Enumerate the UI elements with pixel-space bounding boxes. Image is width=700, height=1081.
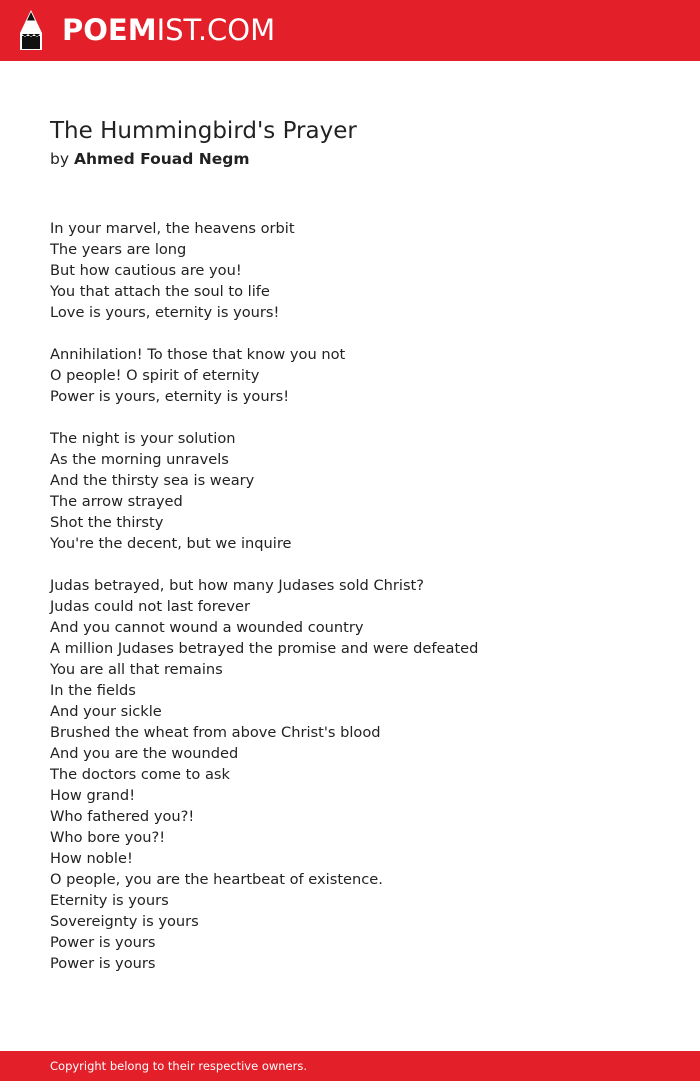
poem-line: The arrow strayed xyxy=(50,493,183,510)
by-label: by xyxy=(50,150,70,168)
poem-line: Eternity is yours xyxy=(50,892,169,909)
poem-line: But how cautious are you! xyxy=(50,262,242,279)
poem-line: And you cannot wound a wounded country xyxy=(50,619,364,636)
poem-line: Love is yours, eternity is yours! xyxy=(50,304,280,321)
poem-line: You're the decent, but we inquire xyxy=(50,535,292,552)
poem-line: Power is yours xyxy=(50,934,156,951)
pen-nib-icon xyxy=(18,9,44,52)
poem-line: And the thirsty sea is weary xyxy=(50,472,255,489)
poem-line: Sovereignty is yours xyxy=(50,913,199,930)
poem-stanza xyxy=(50,218,670,323)
poem-line: A million Judases betrayed the promise and were defeated xyxy=(50,640,479,657)
poem-stanza xyxy=(50,575,670,974)
poem-line: O people, you are the heartbeat of existence. xyxy=(50,871,383,888)
poem-line: As the morning unravels xyxy=(50,451,229,468)
copyright-text: Copyright belong to their respective owners. xyxy=(50,1059,308,1073)
poem-line: Annihilation! To those that know you not xyxy=(50,346,346,363)
poem-line: Who fathered you?! xyxy=(50,808,195,825)
poem-title: The Hummingbird's Prayer xyxy=(50,118,357,144)
poem-line: In the fields xyxy=(50,682,136,699)
poem-line: How noble! xyxy=(50,850,133,867)
poem-line: How grand! xyxy=(50,787,136,804)
logo-text-light: IST.COM xyxy=(156,13,276,47)
poem-line: Brushed the wheat from above Christ's blood xyxy=(50,724,381,741)
logo-text-bold: POEM xyxy=(62,13,157,47)
poem-line: In your marvel, the heavens orbit xyxy=(50,220,295,237)
poem-stanza xyxy=(50,344,670,407)
poem-line: You are all that remains xyxy=(50,661,223,678)
poem-line: Judas betrayed, but how many Judases sold Christ? xyxy=(50,577,425,594)
poem-stanza xyxy=(50,428,670,554)
logo-wordmark xyxy=(62,9,275,52)
poem-line: The years are long xyxy=(50,241,187,258)
header-bar xyxy=(0,0,700,61)
poem-line: You that attach the soul to life xyxy=(50,283,270,300)
poem-line: And your sickle xyxy=(50,703,162,720)
poem-body xyxy=(50,218,670,995)
poem-line: Judas could not last forever xyxy=(50,598,251,615)
poem-line: Who bore you?! xyxy=(50,829,166,846)
site-logo[interactable] xyxy=(18,9,275,52)
poem-line: Power is yours xyxy=(50,955,156,972)
byline xyxy=(50,148,249,170)
footer-bar xyxy=(0,1051,700,1081)
poem-line: The doctors come to ask xyxy=(50,766,230,783)
poem-line: The night is your solution xyxy=(50,430,236,447)
author-name: Ahmed Fouad Negm xyxy=(73,150,250,168)
poem-line: Power is yours, eternity is yours! xyxy=(50,388,290,405)
poem-line: And you are the wounded xyxy=(50,745,239,762)
poem-line: Shot the thirsty xyxy=(50,514,164,531)
poem-line: O people! O spirit of eternity xyxy=(50,367,260,384)
